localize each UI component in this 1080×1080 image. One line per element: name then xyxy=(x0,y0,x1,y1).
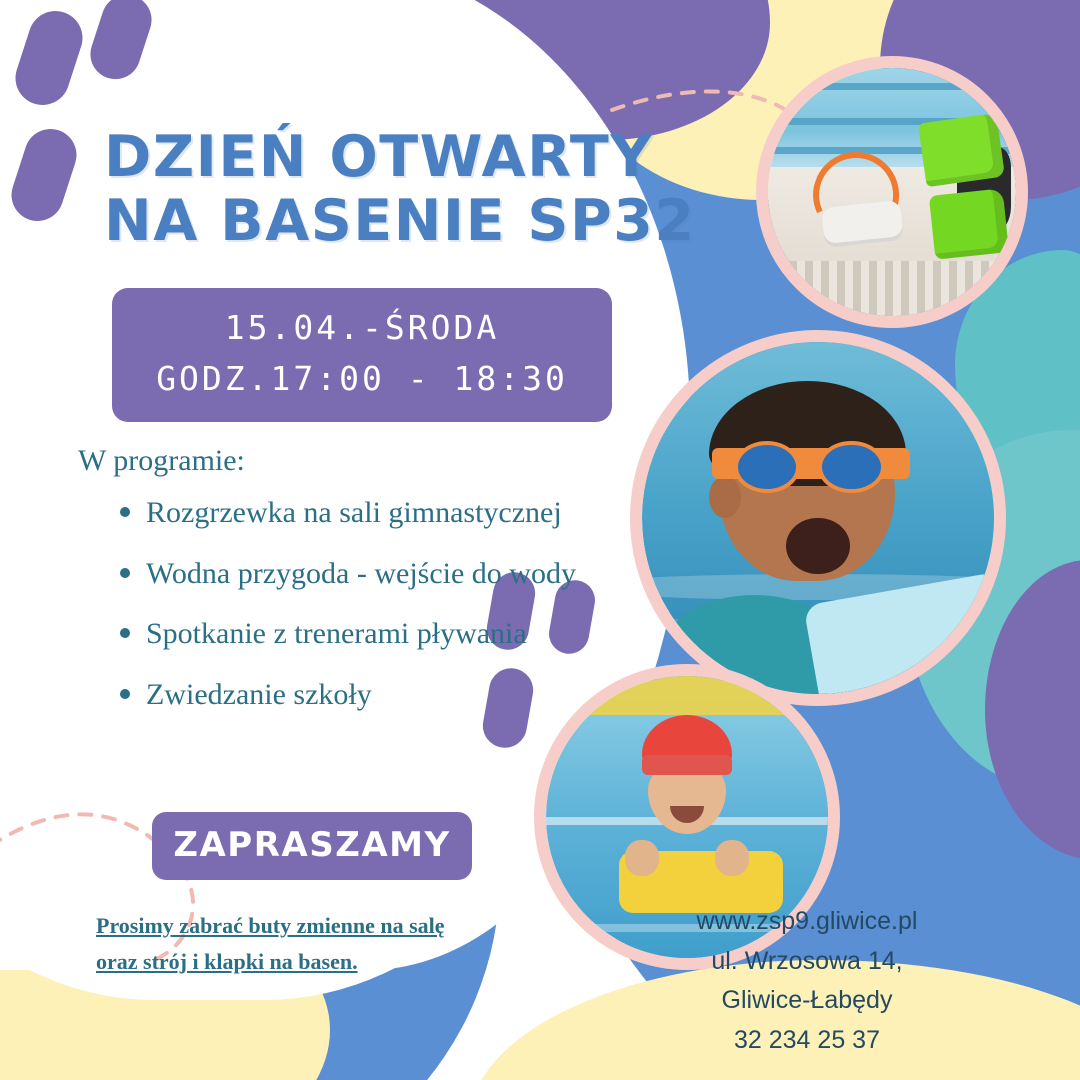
equipment-note xyxy=(96,908,566,981)
equipment-note-line-1: Prosimy zabrać buty zmienne na salę xyxy=(96,913,445,938)
contact-city: Gliwice-Łabędy xyxy=(721,986,893,1014)
event-time: GODZ.17:00 - 18:30 xyxy=(156,359,568,399)
boy-swimming-with-goggles-photo xyxy=(630,330,1006,706)
contact-info xyxy=(592,902,1022,1060)
swim-goggles-poolside-photo xyxy=(756,56,1028,328)
poster-title-line-1: DZIEŃ OTWARTY xyxy=(104,124,654,190)
poster-title xyxy=(104,124,696,254)
contact-street: ul. Wrzosowa 14, xyxy=(711,946,903,975)
poster-title-line-2: NA BASENIE SP32 xyxy=(104,187,696,254)
contact-website[interactable]: www.zsp9.gliwice.pl xyxy=(696,907,918,935)
contact-phone[interactable]: 32 234 25 37 xyxy=(734,1025,880,1054)
event-date: 15.04.-ŚRODA xyxy=(224,308,500,347)
list-item: Spotkanie z trenerami pływania xyxy=(120,613,650,656)
program-list xyxy=(92,492,650,734)
equipment-note-line-2: oraz strój i klapki na basen. xyxy=(96,949,358,975)
invitation-badge: ZAPRASZAMY xyxy=(152,812,472,880)
list-item: Zwiedzanie szkoły xyxy=(120,674,650,717)
list-item: Rozgrzewka na sali gimnastycznej xyxy=(120,492,650,535)
program-heading: W programie: xyxy=(78,444,245,477)
list-item: Wodna przygoda - wejście do wody xyxy=(120,553,650,596)
date-time-badge xyxy=(112,288,612,422)
